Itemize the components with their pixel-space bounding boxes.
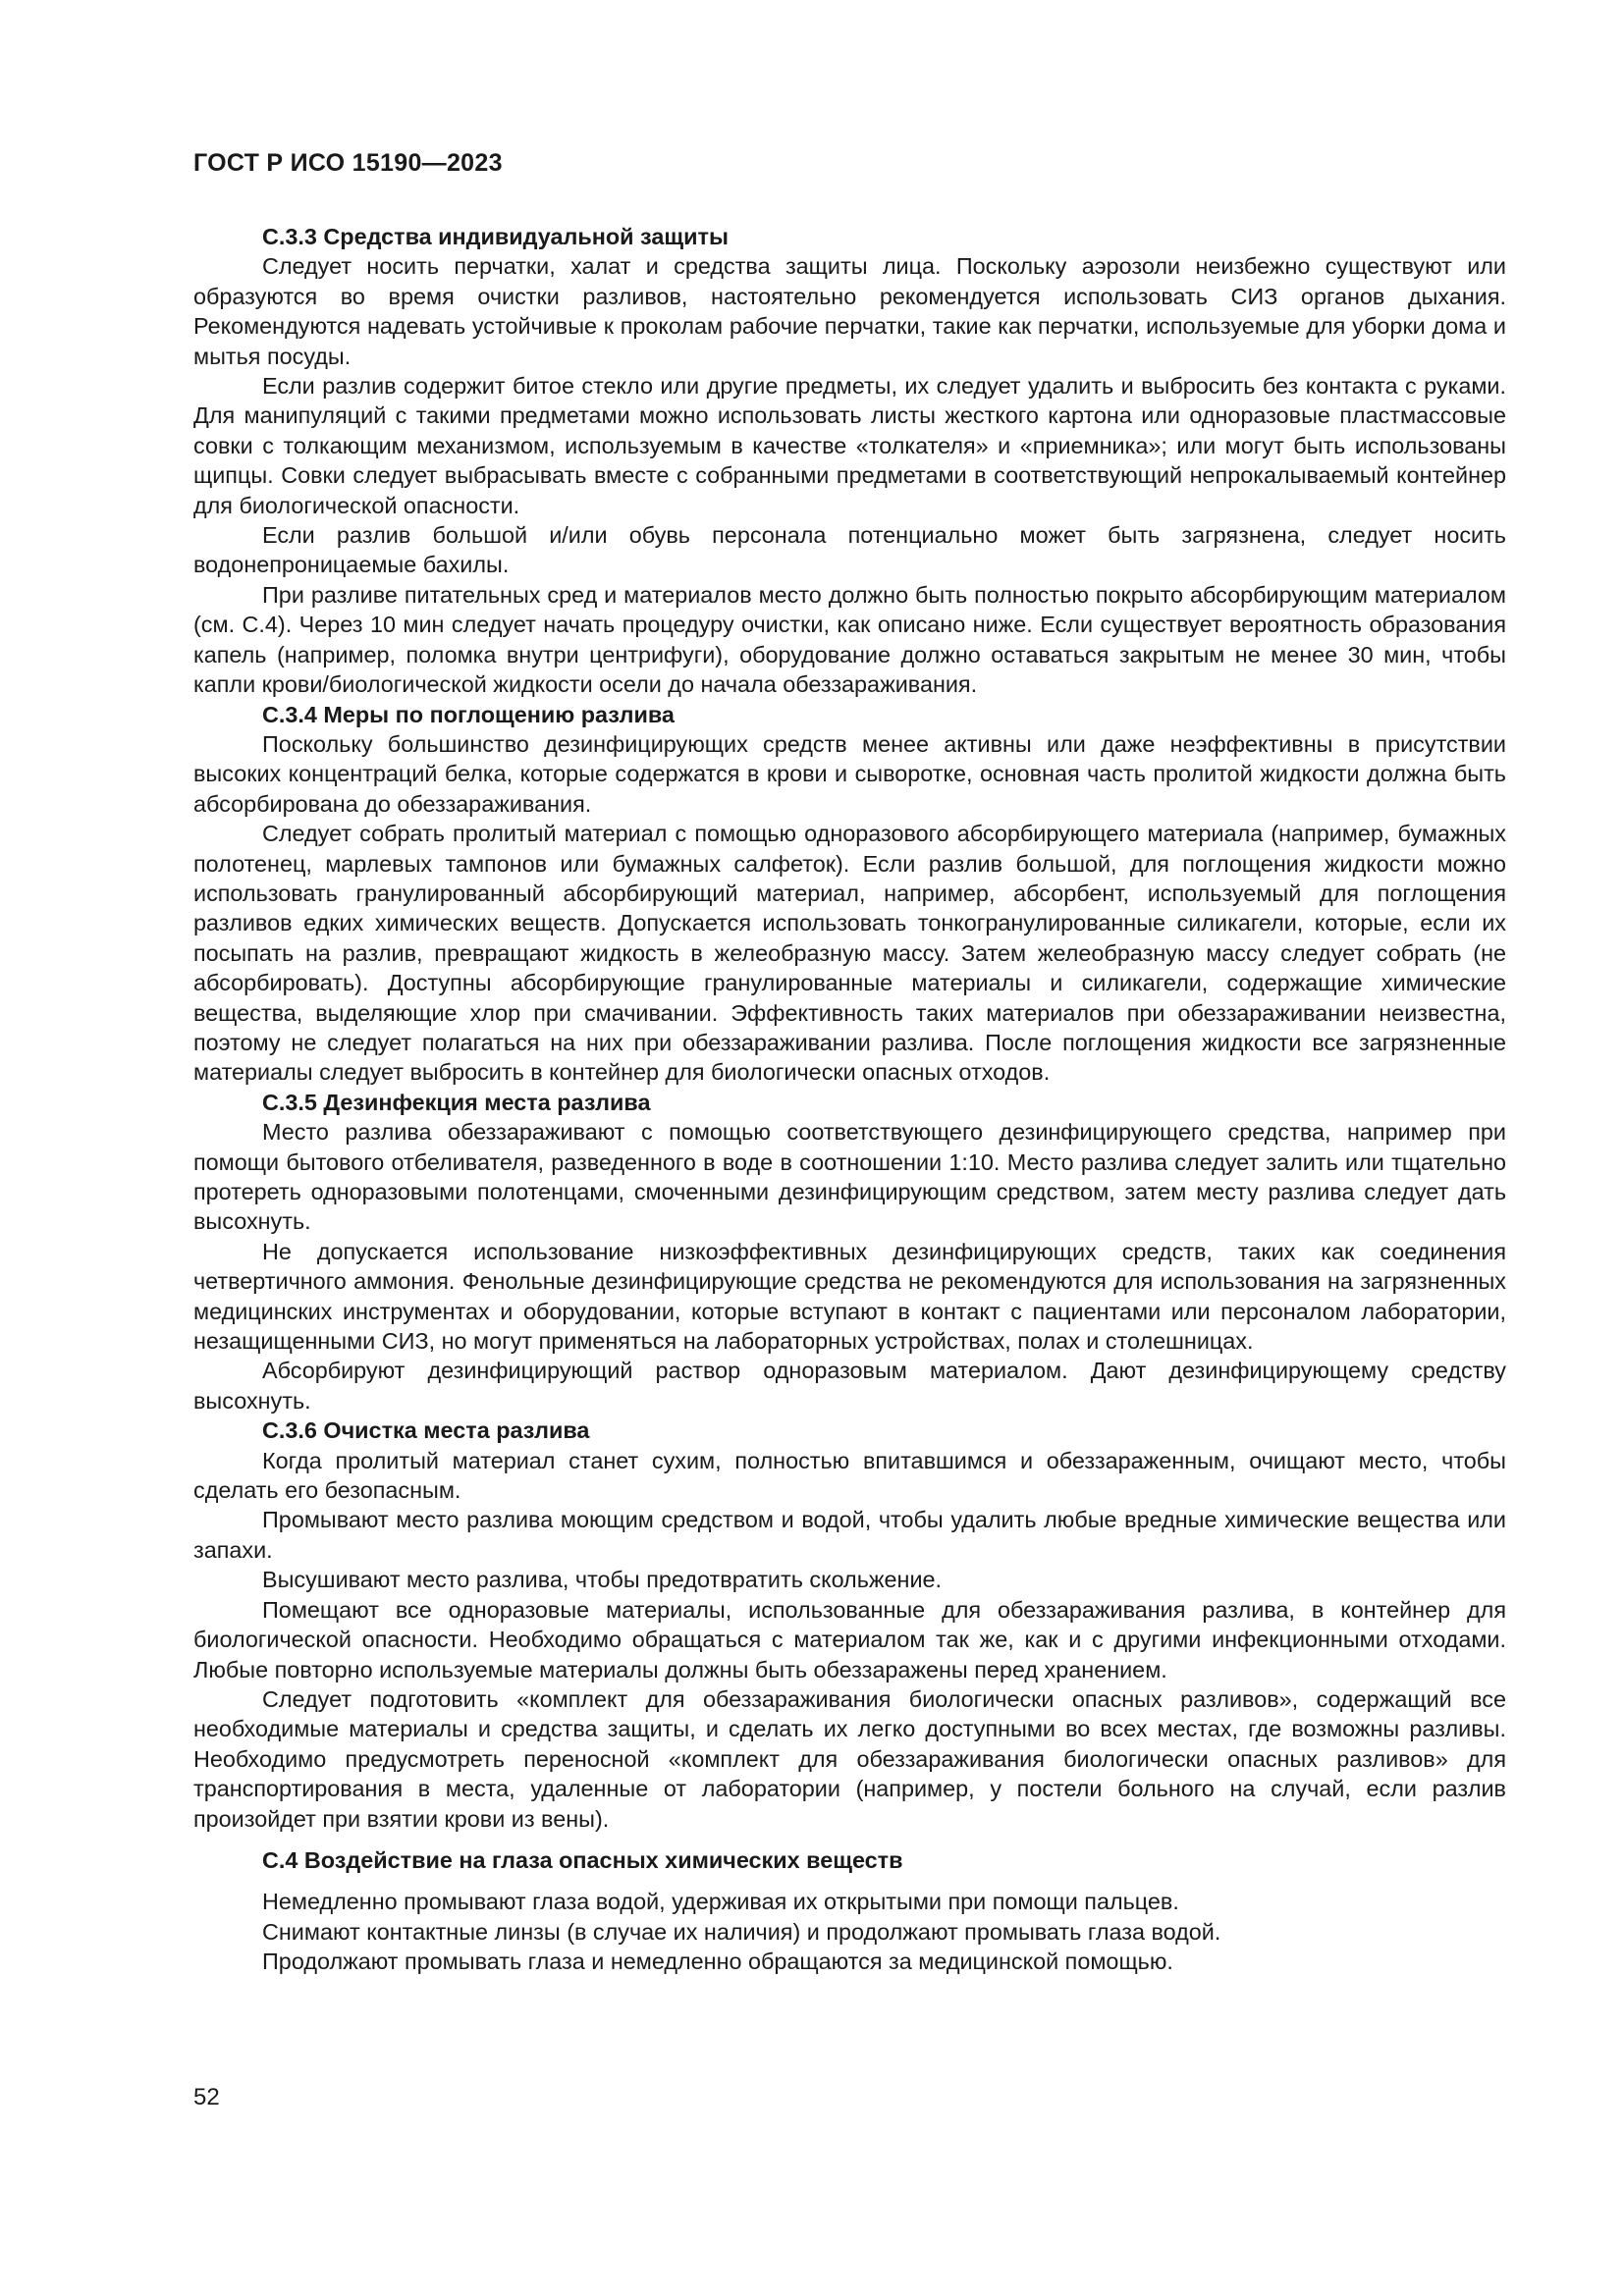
paragraph: Когда пролитый материал станет сухим, полностью впитавшимся и обеззараженным, очищают место, чтобы сделать его безопасным. [193, 1447, 1506, 1504]
subsection-heading-c35: С.3.5 Дезинфекция места разлива [262, 1089, 651, 1115]
subsection-heading-c36: С.3.6 Очистка места разлива [262, 1417, 590, 1444]
paragraph: Если разлив большой и/или обувь персонала потенциально может быть загрязнена, следует носить водонепроницаемые бахилы. [193, 522, 1506, 578]
document-header: ГОСТ Р ИСО 15190—2023 [193, 149, 503, 177]
section-heading-c4: С.4 Воздействие на глаза опасных химических веществ [262, 1846, 903, 1873]
paragraph: Снимают контактные линзы (в случае их наличия) и продолжают промывать глаза водой. [262, 1918, 1221, 1945]
paragraph: Продолжают промывать глаза и немедленно обращаются за медицинской помощью. [262, 1949, 1173, 1975]
paragraph: При разливе питательных сред и материалов место должно быть полностью покрыто абсорбирующим материалом (см. С.4). Через 10 мин следует начать процедуру очистки, как описано ниже. Если существует вероятность образования капель (например, поломка внутри центрифуги), оборудование должно оставаться закрытым не менее 30 мин, чтобы капли крови/биологической жидкости осели до начала обеззараживания. [193, 581, 1506, 698]
paragraph: Высушивают место разлива, чтобы предотвратить скольжение. [262, 1567, 943, 1593]
subsection-heading-c34: С.3.4 Меры по поглощению разлива [262, 701, 675, 727]
paragraph: Следует подготовить «комплект для обеззараживания биологически опасных разливов», содержащий все необходимые материалы и средства защиты, и сделать их легко доступными во всех местах, где возможны разливы. Необходимо предусмотреть переносной «комплект для обеззараживания биологически опасных разливов» для транспортирования в места, удаленные от лаборатории (например, у постели больного на случай, если разлив произойдет при взятии крови из вены). [193, 1685, 1506, 1832]
paragraph: Если разлив содержит битое стекло или другие предметы, их следует удалить и выбросить без контакта с руками. Для манипуляций с такими предметами можно использовать листы жесткого картона или одноразовые пластмассовые совки с толкающим механизмом, используемым в качестве «толкателя» и «приемника»; или могут быть использованы щипцы. Совки следует выбрасывать вместе с собранными предметами в соответствующий непрокалываемый контейнер для биологической опасности. [193, 373, 1506, 518]
paragraph: Следует собрать пролитый материал с помощью одноразового абсорбирующего материала (например, бумажных полотенец, марлевых тампонов или бумажных салфеток). Если разлив большой, для поглощения жидкости можно использовать гранулированный абсорбирующий материал, например, абсорбент, используемый для поглощения разливов едких химических веществ. Допускается использовать тонкогранулированные силикагели, которые, если их посыпать на разлив, превращают жидкость в желеобразную массу. Затем желеобразную массу следует собрать (не абсорбировать). Доступны абсорбирующие гранулированные материалы и силикагели, содержащие химические вещества, выделяющие хлор при смачивании. Эффективность таких материалов при обеззараживании неизвестна, поэтому не следует полагаться на них при обеззараживании разлива. После поглощения жидкости все загрязненные материалы следует выбросить в контейнер для биологически опасных отходов. [193, 821, 1506, 1086]
paragraph: Немедленно промывают глаза водой, удерживая их открытыми при помощи пальцев. [262, 1889, 1179, 1915]
paragraph: Промывают место разлива моющим средством и водой, чтобы удалить любые вредные химические вещества или запахи. [193, 1507, 1506, 1563]
page-content [193, 222, 1506, 1977]
paragraph: Место разлива обеззараживают с помощью соответствующего дезинфицирующего средства, например при помощи бытового отбеливателя, разведенного в воде в соотношении 1:10. Место разлива следует залить или тщательно протереть одноразовыми полотенцами, смоченными дезинфицирующим средством, затем месту разлива следует дать высохнуть. [193, 1119, 1506, 1235]
paragraph: Помещают все одноразовые материалы, использованные для обеззараживания разлива, в контейнер для биологической опасности. Необходимо обращаться с материалом так же, как и с другими инфекционными отходами. Любые повторно используемые материалы должны быть обеззаражены перед хранением. [193, 1596, 1506, 1682]
paragraph: Абсорбируют дезинфицирующий раствор одноразовым материалом. Дают дезинфицирующему средству высохнуть. [193, 1358, 1506, 1414]
subsection-heading-c33: С.3.3 Средства индивидуальной защиты [262, 224, 729, 249]
paragraph: Поскольку большинство дезинфицирующих средств менее активны или даже неэффективны в присутствии высоких концентраций белка, которые содержатся в крови и сыворотке, основная часть пролитой жидкости должна быть абсорбирована до обеззараживания. [193, 730, 1506, 817]
page-number: 52 [193, 2084, 220, 2110]
paragraph: Следует носить перчатки, халат и средства защиты лица. Поскольку аэрозоли неизбежно существуют или образуются во время очистки разливов, настоятельно рекомендуется использовать СИЗ органов дыхания. Рекомендуются надевать устойчивые к проколам рабочие перчатки, такие как перчатки, используемые для уборки дома и мытья посуды. [193, 253, 1506, 369]
paragraph: Не допускается использование низкоэффективных дезинфицирующих средств, таких как соединения четвертичного аммония. Фенольные дезинфицирующие средства не рекомендуются для использования на загрязненных медицинских инструментах и оборудовании, которые вступают в контакт с пациентами или персоналом лаборатории, незащищенными СИЗ, но могут применяться на лабораторных устройствах, полах и столешницах. [193, 1238, 1506, 1355]
